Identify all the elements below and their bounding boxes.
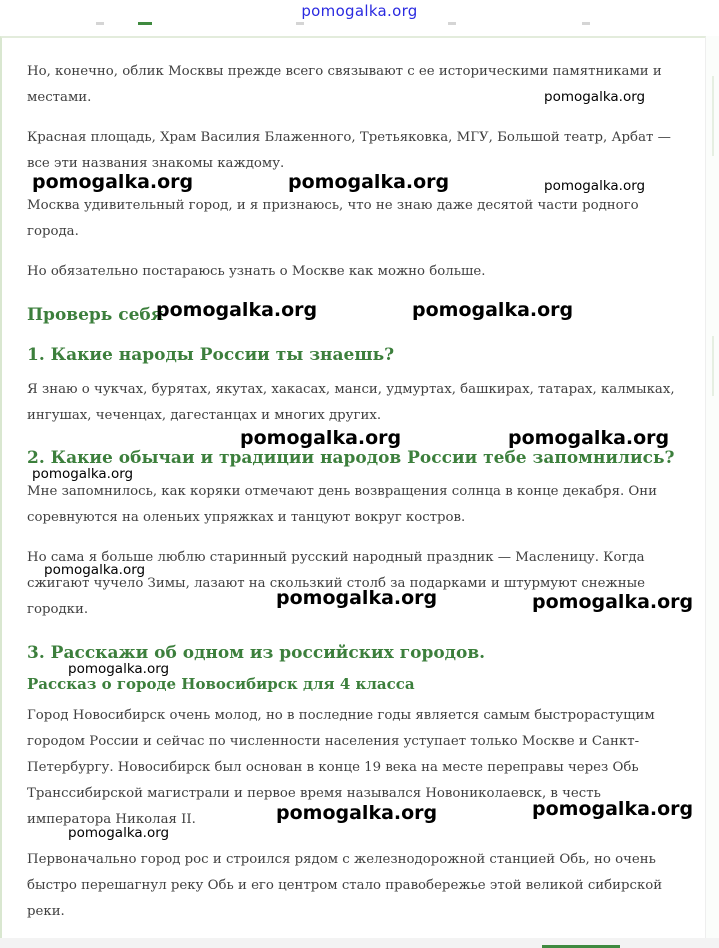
heading-question-1: 1. Какие народы России ты знаешь? [27,345,395,365]
watermark: pomogalka.org [44,562,146,578]
watermark: pomogalka.org [32,171,194,193]
watermark: pomogalka.org [412,299,574,321]
watermark: pomogalka.org [240,427,402,449]
bottom-bar [0,938,719,948]
answer-3-novosibirsk-history: Город Новосибирск очень молод, но в последние годы является самым быстрорастущим городом России и сейчас по численности населения уступает только Москве и Санкт-Петербургу. Новосибирск был основан в конце 19 века на месте переправы через Обь Транссибирской магистрали и первое время назывался Новониколаевск, в честь императора Николая II. [27,708,655,827]
paragraph-moscow-amazing: Москва удивительный город, и я признаюсь, что не знаю даже десятой части родного города. [27,198,639,239]
top-bar [0,0,719,30]
watermark: pomogalka.org [288,171,450,193]
watermark: pomogalka.org [544,89,646,105]
heading-novosibirsk-story: Рассказ о городе Новосибирск для 4 класса [27,675,415,693]
watermark: pomogalka.org [276,802,438,824]
top-watermark: pomogalka.org [301,2,418,20]
answer-3-novosibirsk-growth: Первоначально город рос и строился рядом с железнодорожной станцией Обь, но очень быстро перешагнул реку Обь и его центром стало правобережье этой великой сибирской реки. [27,852,663,919]
watermark: pomogalka.org [156,299,318,321]
heading-check-yourself: Проверь себя [27,305,164,325]
heading-question-3: 3. Расскажи об одном из российских городов. [27,643,486,663]
watermark: pomogalka.org [532,798,694,820]
watermark: pomogalka.org [276,587,438,609]
nav-tick [296,22,304,25]
watermark: pomogalka.org [32,466,134,482]
answer-2-koryaks: Мне запомнилось, как коряки отмечают день возвращения солнца в конце декабря. Они соревнуются на оленьих упряжках и танцуют вокруг костров. [27,484,658,525]
nav-tick [96,22,104,25]
nav-tick [582,22,590,25]
watermark: pomogalka.org [68,825,170,841]
watermark: pomogalka.org [68,661,170,677]
paragraph-moscow-landmarks: Но, конечно, облик Москвы прежде всего связывают с ее историческими памятниками и местами. [27,64,662,105]
paragraph-moscow-places: Красная площадь, Храм Василия Блаженного, Третьяковка, МГУ, Большой театр, Арбат — все эти названия знакомы каждому. [27,130,671,171]
answer-1: Я знаю о чукчах, бурятах, якутах, хакасах, манси, удмуртах, башкирах, татарах, калмыках, ингушах, чеченцах, дагестанцах и многих других. [27,382,675,423]
watermark: pomogalka.org [532,591,694,613]
paragraph-moscow-learn: Но обязательно постараюсь узнать о Москве как можно больше. [27,264,486,279]
nav-tick [448,22,456,25]
watermark: pomogalka.org [544,178,646,194]
nav-tick-active [138,22,152,25]
answer-2-maslenitsa: Но сама я больше люблю старинный русский народный праздник — Масленицу. Когда сжигают чучело Зимы, лазают на скользкий столб за подарками и штурмуют снежные городки. [27,550,646,617]
heading-question-2: 2. Какие обычаи и традиции народов России тебе запомнились? [27,448,675,468]
right-sidebar-edge [706,36,719,938]
watermark: pomogalka.org [508,427,670,449]
